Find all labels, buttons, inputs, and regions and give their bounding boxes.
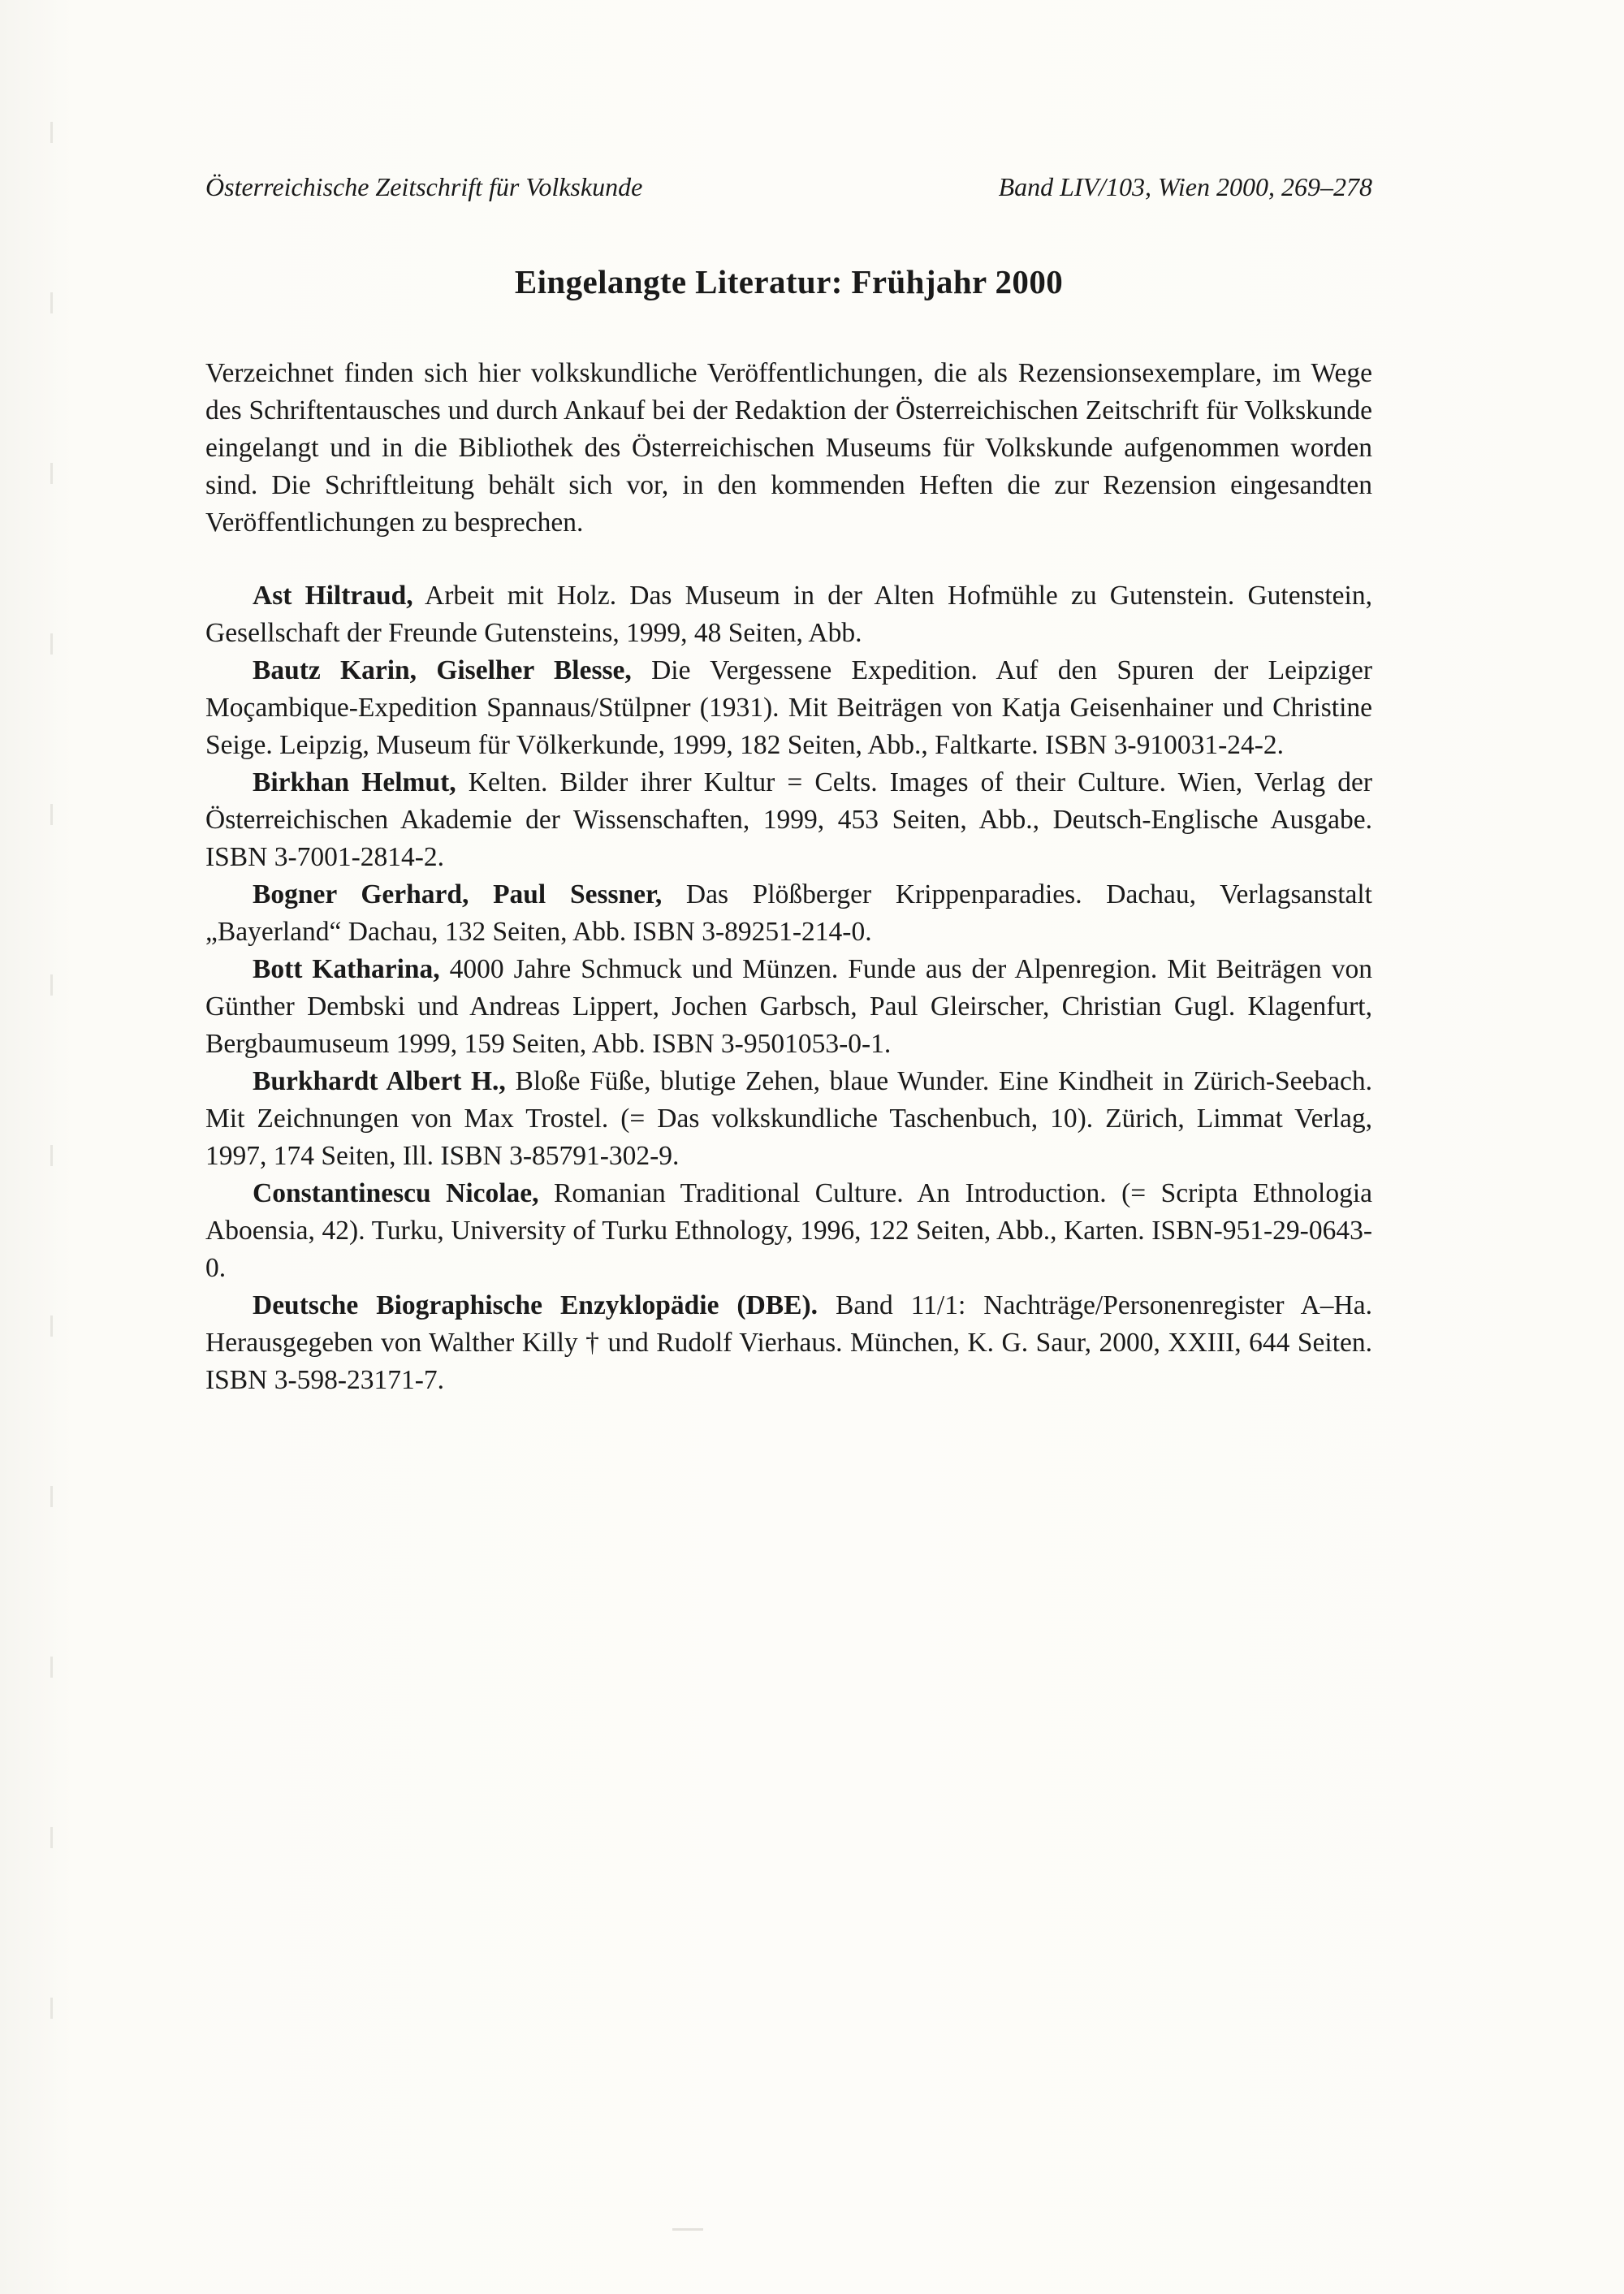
bibliography-entry (205, 876, 1372, 951)
entry-text: Kelten. Bilder ihrer Kultur = Celts. Images of their Culture. Wien, Verlag der Österreichischen Akademie der Wissenschaften, 1999, 453 Seiten, Abb., Deutsch-Englische Ausgabe. ISBN 3-7001-2814-2. (205, 767, 1373, 872)
entry-author: Birkhan Helmut, (253, 767, 456, 797)
bibliography-entry (205, 764, 1372, 876)
scan-artifact-left-edge (50, 122, 53, 2136)
scan-artifact-bottom (672, 2228, 703, 2231)
entry-author: Bautz Karin, Giselher Blesse, (253, 655, 632, 685)
entry-author: Bogner Gerhard, Paul Sessner, (253, 879, 663, 909)
entry-author: Burkhardt Albert H., (253, 1066, 506, 1096)
entry-text: Band 11/1: Nachträge/Personenregister A–Ha. Herausgegeben von Walther Killy † und Rudolf Vierhaus. München, K. G. Saur, 2000, XXIII, 644 Seiten. ISBN 3-598-23171-7. (205, 1290, 1372, 1395)
bibliography-entry (205, 652, 1372, 764)
bibliography-entry (205, 1287, 1372, 1399)
journal-header (205, 172, 1372, 202)
entry-author: Constantinescu Nicolae, (253, 1178, 539, 1208)
page-content (205, 172, 1372, 1399)
entry-text: Die Vergessene Expedition. Auf den Spuren der Leipziger Moçambique-Expedition Spannaus/Stülpner (1931). Mit Beiträgen von Katja Geisenhainer und Christine Seige. Leipzig, Museum für Völkerkunde, 1999, 182 Seiten, Abb., Faltkarte. ISBN 3-910031-24-2. (205, 655, 1372, 760)
entry-text: Das Plößberger Krippenparadies. Dachau, Verlagsanstalt „Bayerland“ Dachau, 132 Seiten, Abb. ISBN 3-89251-214-0. (205, 879, 1372, 947)
entry-text: 4000 Jahre Schmuck und Münzen. Funde aus der Alpenregion. Mit Beiträgen von Günther Dembski und Andreas Lippert, Jochen Garbsch, Paul Gleirscher, Christian Gugl. Klagenfurt, Bergbaumuseum 1999, 159 Seiten, Abb. ISBN 3-9501053-0-1. (205, 954, 1373, 1059)
bibliography-entry (205, 1063, 1372, 1175)
bibliography-entry (205, 1175, 1372, 1287)
bibliography-entry (205, 577, 1372, 652)
page-title: Eingelangte Literatur: Frühjahr 2000 (514, 263, 1064, 300)
entry-text: Bloße Füße, blutige Zehen, blaue Wunder. Eine Kindheit in Zürich-Seebach. Mit Zeichnungen von Max Trostel. (= Das volkskundliche Taschenbuch, 10). Zürich, Limmat Verlag, 1997, 174 Seiten, Ill. ISBN 3-85791-302-9. (205, 1066, 1372, 1171)
journal-name: Österreichische Zeitschrift für Volkskunde (205, 172, 643, 201)
entry-author: Ast Hiltraud, (253, 581, 413, 611)
bibliography-entry (205, 951, 1372, 1063)
entry-author: Deutsche Biographische Enzyklopädie (DBE). (253, 1290, 818, 1320)
entry-text: Arbeit mit Holz. Das Museum in der Alten Hofmühle zu Gutenstein. Gutenstein, Gesellschaft der Freunde Gutensteins, 1999, 48 Seiten, Abb. (205, 581, 1372, 648)
entry-author: Bott Katharina, (253, 954, 440, 984)
bibliography-list (205, 577, 1372, 1399)
entry-text: Romanian Traditional Culture. An Introduction. (= Scripta Ethnologia Aboensia, 42). Turku, University of Turku Ethnology, 1996, 122 Seiten, Abb., Karten. ISBN-951-29-0643-0. (205, 1178, 1372, 1283)
intro-paragraph: Verzeichnet finden sich hier volkskundliche Veröffentlichungen, die als Rezensionsexemplare, im Wege des Schriftentausches und durch Ankauf bei der Redaktion der Österreichischen Zeitschrift für Volkskunde eingelangt und in die Bibliothek des Österreichischen Museums für Volkskunde aufgenommen worden sind. Die Schriftleitung behält sich vor, in den kommenden Heften die zur Rezension eingesandten Veröffentlichungen zu besprechen. (205, 358, 1372, 538)
issue-info: Band LIV/103, Wien 2000, 269–278 (998, 172, 1372, 201)
